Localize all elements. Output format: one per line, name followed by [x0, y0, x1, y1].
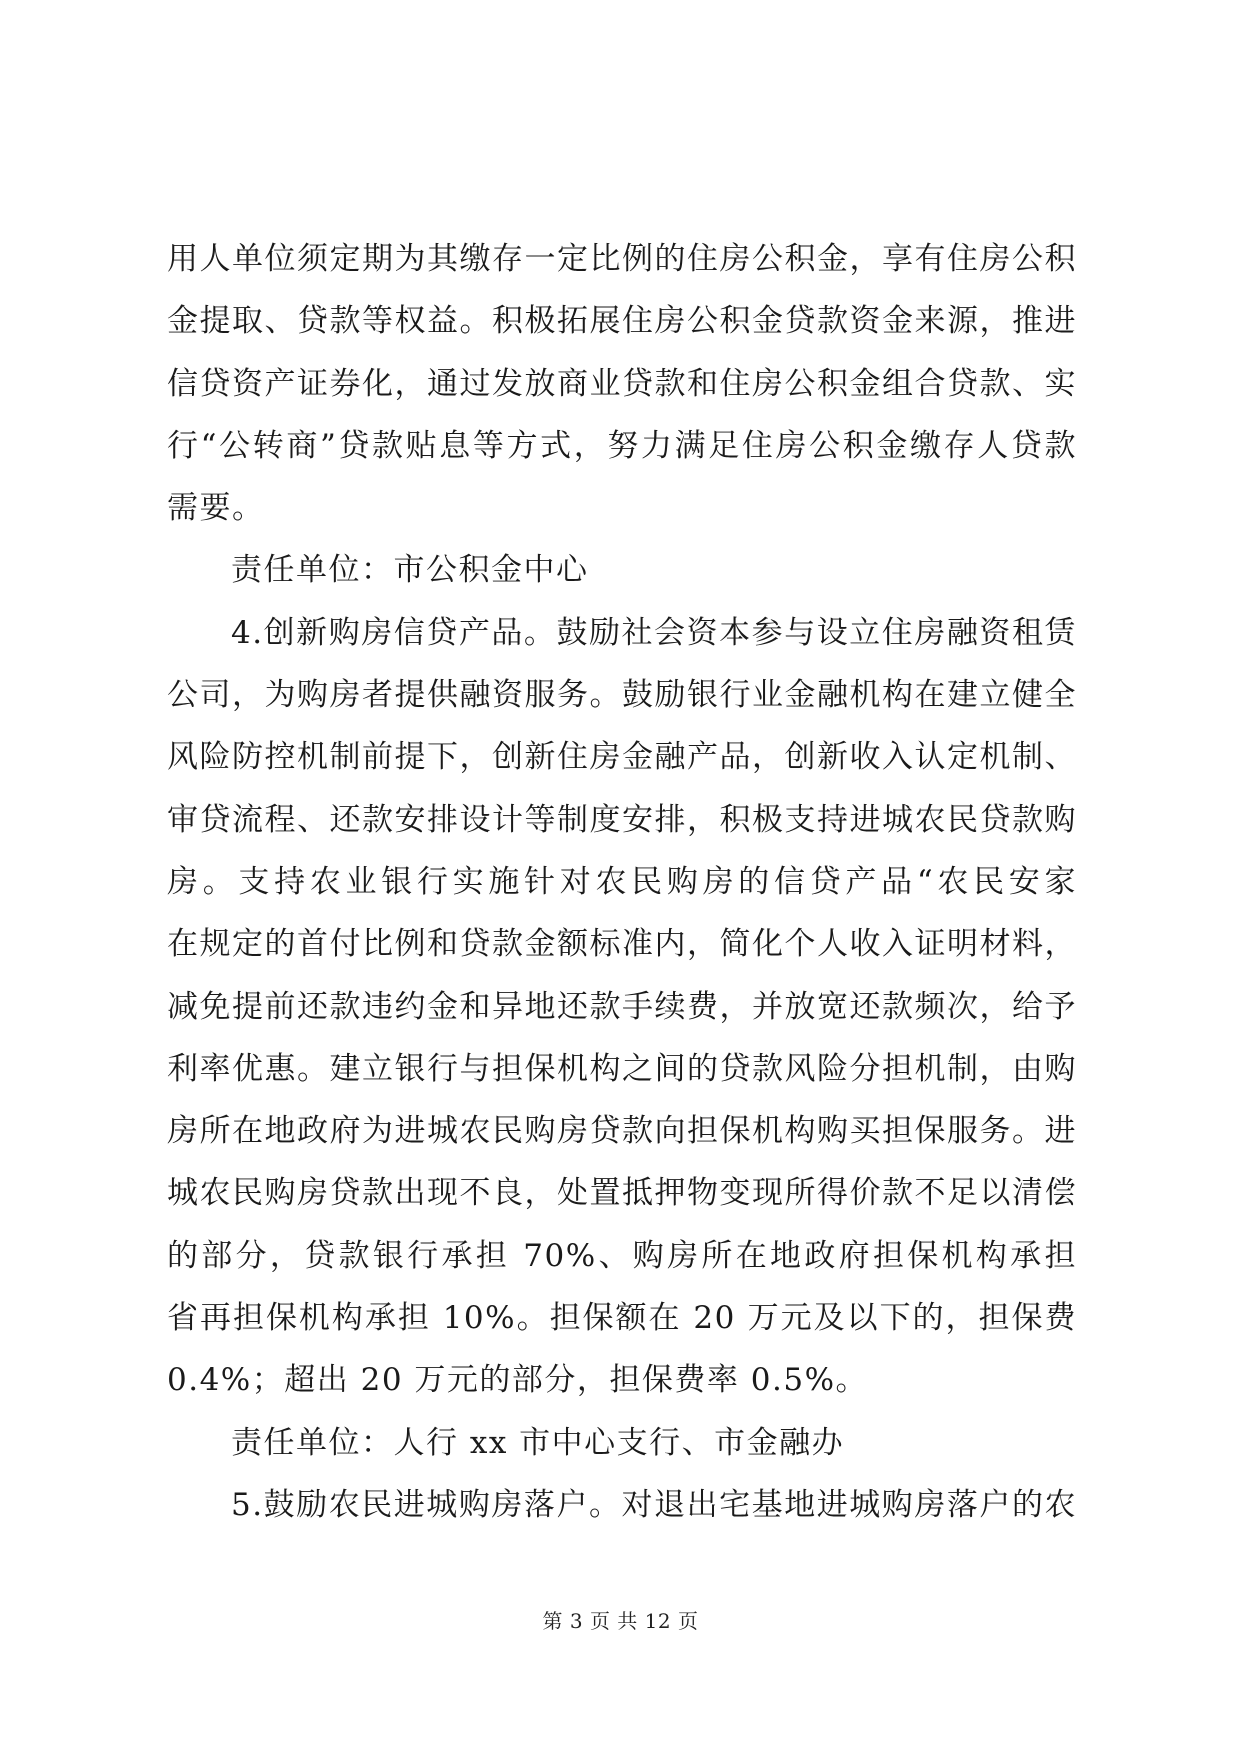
text-line: 责任单位：市公积金中心	[231, 552, 589, 589]
text-line: 0.4%；超出 20 万元的部分，担保费率 0.5%。	[167, 1362, 869, 1399]
text-line: 风险防控机制前提下，创新住房金融产品，创新收入认定机制、	[167, 739, 1077, 776]
text-line: 审贷流程、还款安排设计等制度安排，积极支持进城农民贷款购	[167, 801, 1077, 838]
text-line: 利率优惠。建立银行与担保机构之间的贷款风险分担机制，由购	[167, 1050, 1077, 1087]
text-line: 减免提前还款违约金和异地还款手续费，并放宽还款频次，给予	[167, 988, 1077, 1025]
page-footer: 第 3 页 共 12 页	[542, 1609, 699, 1633]
text-line: 在规定的首付比例和贷款金额标准内，简化个人收入证明材料，	[167, 926, 1077, 963]
text-line: 省再担保机构承担 10%。担保额在 20 万元及以下的，担保费	[167, 1300, 1077, 1337]
text-line: 房。支持农业银行实施针对农民购房的信贷产品“农民安家	[167, 863, 1077, 900]
text-line: 信贷资产证券化，通过发放商业贷款和住房公积金组合贷款、实	[167, 365, 1077, 402]
text-line: 用人单位须定期为其缴存一定比例的住房公积金，享有住房公积	[167, 241, 1077, 277]
text-line: 行“公转商”贷款贴息等方式，努力满足住房公积金缴存人贷款	[167, 427, 1077, 464]
text-line: 的部分，贷款银行承担 70%、购房所在地政府担保机构承担	[167, 1237, 1077, 1274]
text-line: 房所在地政府为进城农民购房贷款向担保机构购买担保服务。进	[167, 1113, 1077, 1150]
text-line: 公司，为购房者提供融资服务。鼓励银行业金融机构在建立健全	[167, 677, 1077, 714]
text-line: 5.鼓励农民进城购房落户。对退出宅基地进城购房落户的农	[231, 1486, 1077, 1523]
text-line: 需要。	[167, 490, 265, 527]
text-line: 城农民购房贷款出现不良，处置抵押物变现所得价款不足以清偿	[167, 1175, 1077, 1212]
text-line: 责任单位：人行 xx 市中心支行、市金融办	[231, 1424, 845, 1461]
text-line: 4.创新购房信贷产品。鼓励社会资本参与设立住房融资租赁	[231, 614, 1077, 651]
body-text	[167, 228, 1077, 1536]
text-line: 金提取、贷款等权益。积极拓展住房公积金贷款资金来源，推进	[167, 303, 1077, 340]
